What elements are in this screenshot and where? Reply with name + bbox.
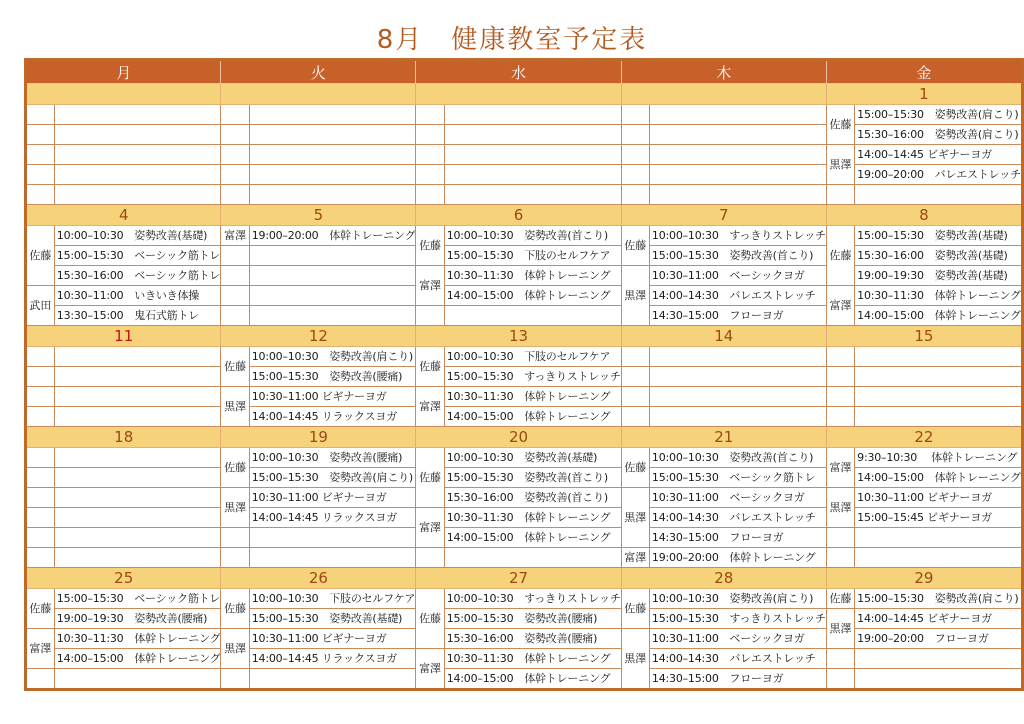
day-number: 5 — [221, 205, 416, 226]
empty-cell — [26, 185, 55, 205]
class-entry: 15:00–15:30 姿勢改善(腰痛) — [444, 609, 621, 629]
class-entry: 14:30–15:00 フローヨガ — [649, 306, 826, 326]
weekday-header: 金 — [826, 60, 1022, 84]
instructor-name: 佐藤 — [826, 589, 854, 609]
empty-cell — [621, 145, 649, 165]
empty-cell — [416, 306, 444, 326]
empty-cell — [649, 407, 826, 427]
empty-cell — [416, 548, 444, 568]
class-entry: 15:30–16:00 姿勢改善(基礎) — [855, 246, 1023, 266]
class-entry: 19:00–20:00 体幹トレーニング — [249, 226, 416, 246]
day-number: 21 — [621, 427, 826, 448]
class-entry: 15:30–16:00 姿勢改善(腰痛) — [444, 629, 621, 649]
class-entry: 15:00–15:30 下肢のセルフケア — [444, 246, 621, 266]
day-number: 25 — [26, 568, 221, 589]
empty-cell — [621, 105, 649, 125]
class-entry: 14:00–15:00 体幹トレーニング — [54, 649, 221, 669]
instructor-name: 富澤 — [416, 649, 444, 690]
time-slot-row — [26, 589, 1023, 609]
empty-cell — [221, 266, 249, 286]
empty-cell — [54, 165, 221, 185]
empty-cell — [416, 105, 444, 125]
class-entry: 15:00–15:30 すっきりストレッチ — [649, 609, 826, 629]
empty-cell — [826, 669, 854, 690]
time-slot-row — [26, 367, 1023, 387]
empty-cell — [221, 145, 249, 165]
instructor-name: 黒澤 — [221, 387, 249, 427]
instructor-name: 黒澤 — [621, 266, 649, 326]
schedule-table — [24, 58, 1024, 691]
empty-cell — [221, 306, 249, 326]
weekday-header-row — [26, 60, 1023, 84]
page-title: 8月 健康教室予定表 — [376, 25, 648, 55]
instructor-name: 佐藤 — [416, 226, 444, 266]
empty-cell — [444, 548, 621, 568]
class-entry: 14:00–14:45 リラックスヨガ — [249, 508, 416, 528]
empty-cell — [54, 508, 221, 528]
empty-cell — [444, 185, 621, 205]
class-entry: 10:30–11:00 ビギナーヨガ — [249, 488, 416, 508]
empty-cell — [249, 246, 416, 266]
time-slot-row — [26, 125, 1023, 145]
empty-cell — [826, 649, 854, 669]
instructor-name: 佐藤 — [221, 589, 249, 629]
day-number: 14 — [621, 326, 826, 347]
empty-cell — [444, 145, 621, 165]
empty-cell — [26, 125, 55, 145]
day-number: 6 — [416, 205, 621, 226]
class-entry: 13:30–15:00 鬼石式筋トレ — [54, 306, 221, 326]
class-entry: 10:00–10:30 下肢のセルフケア — [444, 347, 621, 367]
empty-cell — [54, 468, 221, 488]
empty-cell — [26, 145, 55, 165]
empty-cell — [54, 105, 221, 125]
empty-cell — [621, 347, 649, 367]
day-number — [416, 84, 621, 105]
class-entry: 14:30–15:00 フローヨガ — [649, 669, 826, 690]
empty-cell — [649, 387, 826, 407]
weekday-header: 火 — [221, 60, 416, 84]
empty-cell — [221, 286, 249, 306]
time-slot-row — [26, 488, 1023, 508]
empty-cell — [26, 669, 55, 690]
empty-cell — [26, 105, 55, 125]
instructor-name: 黒澤 — [221, 488, 249, 528]
time-slot-row — [26, 145, 1023, 165]
class-entry: 19:00–20:00 フローヨガ — [855, 629, 1023, 649]
weekday-header: 水 — [416, 60, 621, 84]
time-slot-row — [26, 105, 1023, 125]
instructor-name: 武田 — [26, 286, 55, 326]
time-slot-row — [26, 609, 1023, 629]
day-number: 22 — [826, 427, 1022, 448]
class-entry: 10:30–11:00 ベーシックヨガ — [649, 266, 826, 286]
empty-cell — [221, 246, 249, 266]
empty-cell — [26, 488, 55, 508]
class-entry: 15:00–15:30 姿勢改善(肩こり) — [855, 589, 1023, 609]
empty-cell — [221, 548, 249, 568]
time-slot-row — [26, 226, 1023, 246]
time-slot-row — [26, 347, 1023, 367]
class-entry: 14:00–15:00 体幹トレーニング — [855, 306, 1023, 326]
class-entry: 10:30–11:30 体幹トレーニング — [855, 286, 1023, 306]
empty-cell — [26, 448, 55, 468]
instructor-name: 佐藤 — [826, 105, 854, 145]
empty-cell — [26, 367, 55, 387]
empty-cell — [249, 125, 416, 145]
class-entry: 10:00–10:30 すっきりストレッチ — [444, 589, 621, 609]
empty-cell — [855, 548, 1023, 568]
empty-cell — [649, 125, 826, 145]
day-number: 28 — [621, 568, 826, 589]
date-row — [26, 326, 1023, 347]
empty-cell — [621, 165, 649, 185]
empty-cell — [54, 488, 221, 508]
instructor-name: 富澤 — [26, 629, 55, 669]
class-entry: 14:00–15:00 体幹トレーニング — [855, 468, 1023, 488]
empty-cell — [221, 165, 249, 185]
empty-cell — [416, 165, 444, 185]
empty-cell — [249, 185, 416, 205]
empty-cell — [444, 306, 621, 326]
class-entry: 19:00–20:00 バレエストレッチ — [855, 165, 1023, 185]
class-entry: 14:00–14:45 リラックスヨガ — [249, 649, 416, 669]
instructor-name: 佐藤 — [26, 589, 55, 629]
day-number: 19 — [221, 427, 416, 448]
day-number — [621, 84, 826, 105]
empty-cell — [826, 185, 854, 205]
empty-cell — [249, 145, 416, 165]
empty-cell — [855, 649, 1023, 669]
class-entry: 14:00–14:45 ビギナーヨガ — [855, 145, 1023, 165]
empty-cell — [26, 528, 55, 548]
empty-cell — [249, 105, 416, 125]
empty-cell — [855, 185, 1023, 205]
instructor-name: 富澤 — [826, 286, 854, 326]
instructor-name: 黒澤 — [621, 629, 649, 690]
instructor-name: 黒澤 — [221, 629, 249, 669]
class-entry: 15:00–15:30 姿勢改善(基礎) — [855, 226, 1023, 246]
empty-cell — [54, 387, 221, 407]
empty-cell — [826, 528, 854, 548]
day-number: 7 — [621, 205, 826, 226]
empty-cell — [649, 185, 826, 205]
empty-cell — [621, 185, 649, 205]
empty-cell — [249, 548, 416, 568]
day-number: 8 — [826, 205, 1022, 226]
date-row — [26, 427, 1023, 448]
class-entry: 14:00–14:45 ビギナーヨガ — [855, 609, 1023, 629]
class-entry: 15:00–15:30 姿勢改善(首こり) — [444, 468, 621, 488]
instructor-name: 佐藤 — [826, 226, 854, 286]
empty-cell — [54, 125, 221, 145]
empty-cell — [249, 286, 416, 306]
empty-cell — [621, 407, 649, 427]
empty-cell — [54, 185, 221, 205]
class-entry: 15:00–15:30 すっきりストレッチ — [444, 367, 621, 387]
time-slot-row — [26, 669, 1023, 690]
time-slot-row — [26, 649, 1023, 669]
class-entry: 10:30–11:00 ビギナーヨガ — [249, 629, 416, 649]
time-slot-row — [26, 306, 1023, 326]
class-entry: 19:00–20:00 体幹トレーニング — [649, 548, 826, 568]
instructor-name: 富澤 — [416, 266, 444, 306]
empty-cell — [855, 367, 1023, 387]
empty-cell — [621, 367, 649, 387]
time-slot-row — [26, 387, 1023, 407]
class-entry: 10:00–10:30 姿勢改善(首こり) — [649, 448, 826, 468]
empty-cell — [826, 347, 854, 367]
class-entry: 14:00–14:45 リラックスヨガ — [249, 407, 416, 427]
time-slot-row — [26, 548, 1023, 568]
empty-cell — [54, 407, 221, 427]
class-entry: 10:30–11:00 ベーシックヨガ — [649, 488, 826, 508]
class-entry: 10:30–11:00 ベーシックヨガ — [649, 629, 826, 649]
class-entry: 15:00–15:45 ビギナーヨガ — [855, 508, 1023, 528]
empty-cell — [249, 528, 416, 548]
class-entry: 14:00–15:00 体幹トレーニング — [444, 407, 621, 427]
class-entry: 10:30–11:00 ビギナーヨガ — [855, 488, 1023, 508]
instructor-name: 富澤 — [416, 508, 444, 548]
empty-cell — [221, 185, 249, 205]
instructor-name: 佐藤 — [416, 589, 444, 649]
empty-cell — [54, 528, 221, 548]
empty-cell — [249, 669, 416, 690]
class-entry: 15:00–15:30 ベーシック筋トレ — [54, 246, 221, 266]
class-entry: 10:30–11:30 体幹トレーニング — [444, 387, 621, 407]
class-entry: 15:30–16:00 ベーシック筋トレ — [54, 266, 221, 286]
empty-cell — [26, 347, 55, 367]
class-entry: 10:00–10:30 姿勢改善(肩こり) — [649, 589, 826, 609]
class-entry: 15:00–15:30 ベーシック筋トレ — [54, 589, 221, 609]
class-entry: 10:30–11:00 ビギナーヨガ — [249, 387, 416, 407]
class-entry: 19:00–19:30 姿勢改善(腰痛) — [54, 609, 221, 629]
day-number: 11 — [26, 326, 221, 347]
time-slot-row — [26, 629, 1023, 649]
empty-cell — [54, 145, 221, 165]
class-entry: 14:00–14:30 バレエストレッチ — [649, 508, 826, 528]
instructor-name: 黒澤 — [826, 609, 854, 649]
empty-cell — [26, 508, 55, 528]
class-entry: 15:00–15:30 ベーシック筋トレ — [649, 468, 826, 488]
weekday-header: 月 — [26, 60, 221, 84]
empty-cell — [54, 448, 221, 468]
empty-cell — [249, 165, 416, 185]
instructor-name: 佐藤 — [416, 448, 444, 508]
class-entry: 10:30–11:30 体幹トレーニング — [54, 629, 221, 649]
time-slot-row — [26, 407, 1023, 427]
weekday-header: 木 — [621, 60, 826, 84]
class-entry: 10:00–10:30 姿勢改善(首こり) — [444, 226, 621, 246]
day-number — [26, 84, 221, 105]
empty-cell — [649, 367, 826, 387]
empty-cell — [649, 165, 826, 185]
day-number: 15 — [826, 326, 1022, 347]
empty-cell — [221, 105, 249, 125]
empty-cell — [826, 407, 854, 427]
date-row — [26, 84, 1023, 105]
class-entry: 15:00–15:30 姿勢改善(肩こり) — [249, 468, 416, 488]
instructor-name: 佐藤 — [621, 226, 649, 266]
time-slot-row — [26, 508, 1023, 528]
class-entry: 15:00–15:30 姿勢改善(肩こり) — [855, 105, 1023, 125]
class-entry: 10:30–11:00 いきいき体操 — [54, 286, 221, 306]
empty-cell — [444, 105, 621, 125]
class-entry: 9:30–10:30 体幹トレーニング — [855, 448, 1023, 468]
empty-cell — [649, 347, 826, 367]
class-entry: 14:00–15:00 体幹トレーニング — [444, 669, 621, 690]
class-entry: 14:00–14:30 バレエストレッチ — [649, 649, 826, 669]
empty-cell — [649, 145, 826, 165]
class-entry: 10:00–10:30 姿勢改善(腰痛) — [249, 448, 416, 468]
instructor-name: 黒澤 — [826, 145, 854, 185]
empty-cell — [54, 548, 221, 568]
time-slot-row — [26, 528, 1023, 548]
empty-cell — [54, 367, 221, 387]
day-number: 1 — [826, 84, 1022, 105]
time-slot-row — [26, 266, 1023, 286]
time-slot-row — [26, 165, 1023, 185]
instructor-name: 佐藤 — [221, 347, 249, 387]
class-entry: 14:00–15:00 体幹トレーニング — [444, 528, 621, 548]
class-entry: 15:00–15:30 姿勢改善(首こり) — [649, 246, 826, 266]
class-entry: 15:00–15:30 姿勢改善(腰痛) — [249, 367, 416, 387]
empty-cell — [826, 387, 854, 407]
time-slot-row — [26, 286, 1023, 306]
class-entry: 14:30–15:00 フローヨガ — [649, 528, 826, 548]
empty-cell — [221, 125, 249, 145]
empty-cell — [54, 669, 221, 690]
class-entry: 14:00–14:30 バレエストレッチ — [649, 286, 826, 306]
class-entry: 10:00–10:30 すっきりストレッチ — [649, 226, 826, 246]
time-slot-row — [26, 246, 1023, 266]
empty-cell — [855, 528, 1023, 548]
class-entry: 10:30–11:30 体幹トレーニング — [444, 266, 621, 286]
class-entry: 10:00–10:30 姿勢改善(肩こり) — [249, 347, 416, 367]
instructor-name: 佐藤 — [26, 226, 55, 286]
time-slot-row — [26, 448, 1023, 468]
class-entry: 14:00–15:00 体幹トレーニング — [444, 286, 621, 306]
empty-cell — [621, 125, 649, 145]
class-entry: 10:00–10:30 下肢のセルフケア — [249, 589, 416, 609]
class-entry: 10:30–11:30 体幹トレーニング — [444, 649, 621, 669]
empty-cell — [855, 407, 1023, 427]
empty-cell — [54, 347, 221, 367]
class-entry: 10:00–10:30 姿勢改善(基礎) — [444, 448, 621, 468]
empty-cell — [826, 367, 854, 387]
empty-cell — [826, 548, 854, 568]
instructor-name: 黒澤 — [826, 488, 854, 528]
day-number: 29 — [826, 568, 1022, 589]
empty-cell — [621, 387, 649, 407]
empty-cell — [26, 165, 55, 185]
date-row — [26, 568, 1023, 589]
empty-cell — [221, 528, 249, 548]
empty-cell — [416, 185, 444, 205]
empty-cell — [26, 387, 55, 407]
empty-cell — [26, 548, 55, 568]
class-entry: 19:00–19:30 姿勢改善(基礎) — [855, 266, 1023, 286]
empty-cell — [444, 125, 621, 145]
day-number: 13 — [416, 326, 621, 347]
instructor-name: 黒澤 — [621, 488, 649, 548]
empty-cell — [855, 669, 1023, 690]
day-number: 20 — [416, 427, 621, 448]
empty-cell — [221, 669, 249, 690]
instructor-name: 富澤 — [221, 226, 249, 246]
date-row — [26, 205, 1023, 226]
class-entry: 10:00–10:30 姿勢改善(基礎) — [54, 226, 221, 246]
instructor-name: 佐藤 — [621, 589, 649, 629]
day-number: 27 — [416, 568, 621, 589]
empty-cell — [855, 347, 1023, 367]
instructor-name: 富澤 — [416, 387, 444, 427]
day-number: 4 — [26, 205, 221, 226]
empty-cell — [26, 468, 55, 488]
time-slot-row — [26, 468, 1023, 488]
day-number: 18 — [26, 427, 221, 448]
class-entry: 15:30–16:00 姿勢改善(肩こり) — [855, 125, 1023, 145]
class-entry: 15:00–15:30 姿勢改善(基礎) — [249, 609, 416, 629]
day-number — [221, 84, 416, 105]
empty-cell — [26, 407, 55, 427]
instructor-name: 富澤 — [621, 548, 649, 568]
instructor-name: 佐藤 — [416, 347, 444, 387]
empty-cell — [249, 306, 416, 326]
class-entry: 10:30–11:30 体幹トレーニング — [444, 508, 621, 528]
day-number: 12 — [221, 326, 416, 347]
empty-cell — [249, 266, 416, 286]
instructor-name: 富澤 — [826, 448, 854, 488]
instructor-name: 佐藤 — [621, 448, 649, 488]
empty-cell — [444, 165, 621, 185]
class-entry: 15:30–16:00 姿勢改善(首こり) — [444, 488, 621, 508]
day-number: 26 — [221, 568, 416, 589]
instructor-name: 佐藤 — [221, 448, 249, 488]
empty-cell — [855, 387, 1023, 407]
empty-cell — [649, 105, 826, 125]
empty-cell — [416, 145, 444, 165]
time-slot-row — [26, 185, 1023, 205]
empty-cell — [416, 125, 444, 145]
